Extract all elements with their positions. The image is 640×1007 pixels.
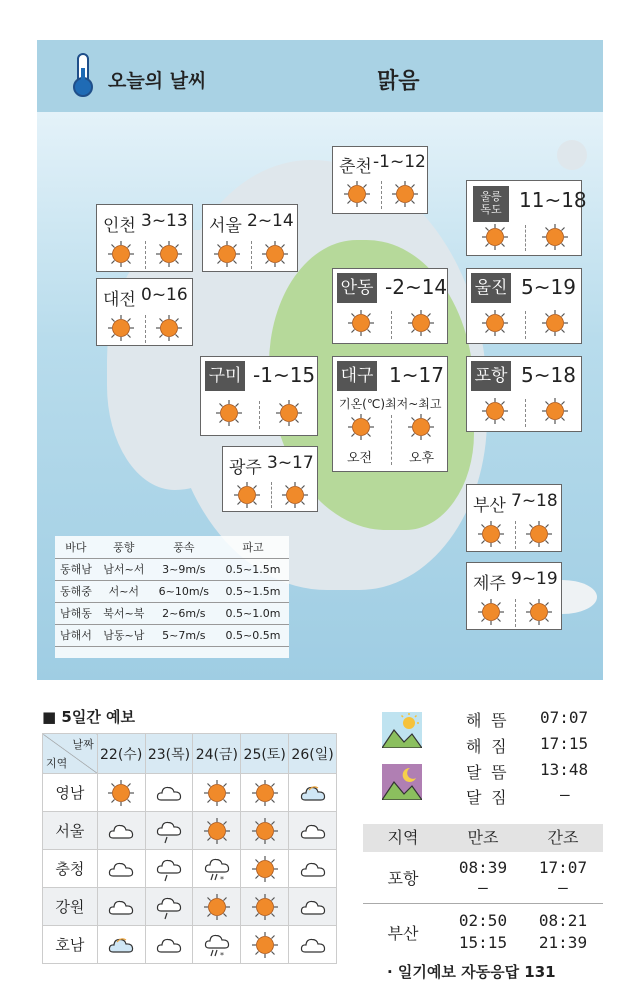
forecast-title: ■ 5일간 예보 (42, 708, 136, 726)
sea-cell: 6~10m/s (151, 580, 217, 602)
city-name: 구미 (205, 361, 245, 391)
city-temp: 5~19 (521, 275, 576, 299)
sun-icon (281, 481, 309, 509)
forecast-cell (145, 850, 193, 888)
city-temp: 11~18 (519, 188, 587, 212)
moon-mountain-icon (382, 764, 422, 804)
sea-cell: 0.5~1.5m (217, 558, 289, 580)
sun-icon (251, 817, 279, 845)
sea-cell: 서~서 (97, 580, 151, 602)
moonrise-time: 13:48 (540, 760, 589, 779)
cloud-icon (299, 893, 327, 921)
sun-icon (541, 309, 569, 337)
forecast-cell (145, 926, 193, 964)
cloud-icon (299, 855, 327, 883)
sun-icon (213, 240, 241, 268)
city-temp: -1~15 (253, 363, 316, 387)
rain-cloud-icon (155, 893, 183, 921)
city-name: 서울 (209, 216, 242, 236)
table-row (55, 602, 289, 624)
sea-cell: 3~9m/s (151, 558, 217, 580)
forecast-cell (289, 888, 337, 926)
forecast-cell (241, 812, 289, 850)
table-row (55, 580, 289, 602)
sun-icon (477, 598, 505, 626)
city-uljin (466, 268, 582, 344)
city-chuncheon (332, 146, 428, 214)
city-temp: 5~18 (521, 363, 576, 387)
tide-low: 08:21 21:39 (538, 911, 588, 952)
sea-cell: 남동~남 (97, 624, 151, 646)
sunrise-time: 07:07 (540, 708, 589, 727)
sunset-time: 17:15 (540, 734, 589, 753)
sea-cell: 0.5~0.5m (217, 624, 289, 646)
city-temp: 3~13 (141, 211, 188, 231)
forecast-cell (97, 850, 145, 888)
sun-icon (481, 223, 509, 251)
header-title: 오늘의 날씨 (108, 70, 207, 92)
forecast-cell (145, 888, 193, 926)
city-name: 안동 (337, 273, 377, 303)
city-temp: 2~14 (247, 211, 294, 231)
cloud-icon (299, 931, 327, 959)
sun-icon (251, 893, 279, 921)
sea-cell: 동해중 (55, 580, 97, 602)
forecast-cell (289, 926, 337, 964)
sun-icon (261, 240, 289, 268)
forecast-cell (241, 850, 289, 888)
forecast-row (43, 812, 337, 850)
sun-icon (525, 598, 553, 626)
tide-row (363, 852, 603, 904)
forecast-cell (241, 774, 289, 812)
cloud-icon (155, 931, 183, 959)
forecast-cell (97, 888, 145, 926)
city-temp: -2~14 (385, 275, 448, 299)
city-temp: 0~16 (141, 285, 188, 305)
sea-header: 파고 (217, 536, 289, 558)
sun-icon (343, 180, 371, 208)
forecast-day: 24(금) (193, 734, 241, 774)
city-seoul (202, 204, 298, 272)
cloud-blue-icon (107, 931, 135, 959)
moonset-time: – (560, 785, 570, 804)
city-busan (466, 484, 562, 552)
forecast-region: 영남 (43, 774, 98, 812)
sea-cell: 북서~북 (97, 602, 151, 624)
forecast-cell (145, 774, 193, 812)
sun-icon (275, 399, 303, 427)
rain-cloud-icon (155, 855, 183, 883)
corner-date-label: 날짜 (72, 738, 94, 751)
sunset-label: 해 짐 (466, 737, 507, 756)
sun-icon (391, 180, 419, 208)
sun-icon (251, 779, 279, 807)
forecast-cell (193, 812, 241, 850)
forecast-cell (97, 926, 145, 964)
city-name: 포항 (471, 361, 511, 391)
city-andong (332, 268, 448, 344)
forecast-cell (289, 774, 337, 812)
tide-table (363, 824, 603, 960)
sun-icon (107, 240, 135, 268)
city-name: 부산 (473, 496, 506, 516)
forecast-row (43, 774, 337, 812)
tide-low: 17:07 – (538, 857, 588, 897)
city-temp: 1~17 (389, 363, 444, 387)
city-jeju (466, 562, 562, 630)
city-name: 제주 (473, 574, 506, 594)
sea-header: 풍속 (151, 536, 217, 558)
land-ulleung (557, 140, 587, 170)
cloud-icon (107, 855, 135, 883)
tide-header-cell: 지역 (387, 828, 419, 847)
pm-label: 오후 (409, 451, 435, 466)
city-temp: 3~17 (267, 453, 314, 473)
legend-text: 기온(℃)최저~최고 (339, 397, 442, 411)
sun-icon (541, 223, 569, 251)
sun-icon (107, 314, 135, 342)
thermometer-icon (70, 52, 96, 102)
sea-cell: 2~6m/s (151, 602, 217, 624)
sea-cell: 남해동 (55, 602, 97, 624)
city-temp: 9~19 (511, 569, 558, 589)
forecast-table (42, 733, 337, 964)
city-gwangju (222, 446, 318, 512)
forecast-region: 강원 (43, 888, 98, 926)
corner-region-label: 지역 (46, 757, 68, 770)
rain-cloud-icon (155, 817, 183, 845)
sea-conditions-table (55, 536, 289, 658)
sun-icon (481, 397, 509, 425)
sun-icon (407, 413, 435, 441)
tide-header-cell: 만조 (467, 828, 499, 847)
sun-icon (541, 397, 569, 425)
forecast-cell (193, 774, 241, 812)
sea-cell: 남해서 (55, 624, 97, 646)
sunrise-label: 해 뜸 (466, 711, 507, 730)
tide-region: 포항 (387, 869, 419, 888)
sea-cell: 남서~서 (97, 558, 151, 580)
forecast-region: 서울 (43, 812, 98, 850)
cloud-icon (155, 779, 183, 807)
sun-icon (251, 931, 279, 959)
sun-icon (525, 520, 553, 548)
forecast-cell (193, 850, 241, 888)
sun-icon (347, 309, 375, 337)
tide-row (363, 904, 603, 960)
cloud-icon (299, 817, 327, 845)
forecast-region: 충청 (43, 850, 98, 888)
corner-cell (43, 734, 98, 774)
cloud-icon (107, 893, 135, 921)
tide-region: 부산 (387, 923, 419, 943)
forecast-cell (289, 850, 337, 888)
snow-cloud-icon (203, 855, 231, 883)
forecast-day: 26(일) (289, 734, 337, 774)
city-temp: -1~12 (373, 152, 426, 172)
city-pohang (466, 356, 582, 432)
sea-header: 풍향 (97, 536, 151, 558)
moonset-label: 달 짐 (466, 788, 507, 807)
tide-header-cell: 간조 (547, 828, 579, 847)
city-ulleung (466, 180, 587, 256)
city-temp: 7~18 (511, 491, 558, 511)
table-row (55, 558, 289, 580)
header-condition: 맑음 (377, 69, 420, 94)
sun-icon (407, 309, 435, 337)
forecast-row (43, 926, 337, 964)
sun-icon (215, 399, 243, 427)
snow-cloud-icon (203, 931, 231, 959)
sun-icon (347, 413, 375, 441)
sea-cell: 0.5~1.5m (217, 580, 289, 602)
forecast-cell (97, 812, 145, 850)
forecast-cell (241, 888, 289, 926)
sea-cell: 동해남 (55, 558, 97, 580)
city-name: 춘천 (339, 157, 372, 177)
forecast-cell (193, 926, 241, 964)
city-daejeon (96, 278, 193, 346)
sea-header: 바다 (55, 536, 97, 558)
city-gumi (200, 356, 318, 436)
forecast-row (43, 850, 337, 888)
forecast-cell (97, 774, 145, 812)
sun-icon (155, 240, 183, 268)
sun-icon (203, 779, 231, 807)
forecast-cell (193, 888, 241, 926)
city-name: 울릉 독도 (473, 186, 509, 222)
sun-icon (233, 481, 261, 509)
moonrise-label: 달 뜸 (466, 763, 507, 782)
tide-header (363, 824, 603, 852)
city-incheon (96, 204, 193, 272)
city-name: 광주 (229, 458, 262, 478)
sun-icon (155, 314, 183, 342)
forecast-day: 25(토) (241, 734, 289, 774)
tide-high: 02:50 15:15 (458, 911, 508, 952)
forecast-cell (289, 812, 337, 850)
sun-icon (251, 855, 279, 883)
forecast-day: 22(수) (97, 734, 145, 774)
forecast-cell (145, 812, 193, 850)
sea-cell: 5~7m/s (151, 624, 217, 646)
forecast-cell (241, 926, 289, 964)
sun-mountain-icon (382, 712, 422, 752)
sun-icon (203, 817, 231, 845)
cloud-blue-icon (299, 779, 327, 807)
city-name: 인천 (103, 216, 136, 236)
cloud-icon (107, 817, 135, 845)
sun-icon (481, 309, 509, 337)
city-daegu (332, 356, 448, 472)
forecast-row (43, 888, 337, 926)
am-label: 오전 (347, 451, 373, 466)
city-name: 대구 (337, 361, 377, 391)
city-name: 대전 (103, 290, 136, 310)
sun-icon (107, 779, 135, 807)
forecast-region: 호남 (43, 926, 98, 964)
sun-icon (477, 520, 505, 548)
table-row (55, 624, 289, 646)
tide-high: 08:39 – (458, 857, 508, 897)
sea-cell: 0.5~1.0m (217, 602, 289, 624)
sun-icon (203, 893, 231, 921)
forecast-day: 23(목) (145, 734, 193, 774)
city-name: 울진 (471, 273, 511, 303)
footer-hotline: · 일기예보 자동응답 131 (387, 963, 556, 981)
